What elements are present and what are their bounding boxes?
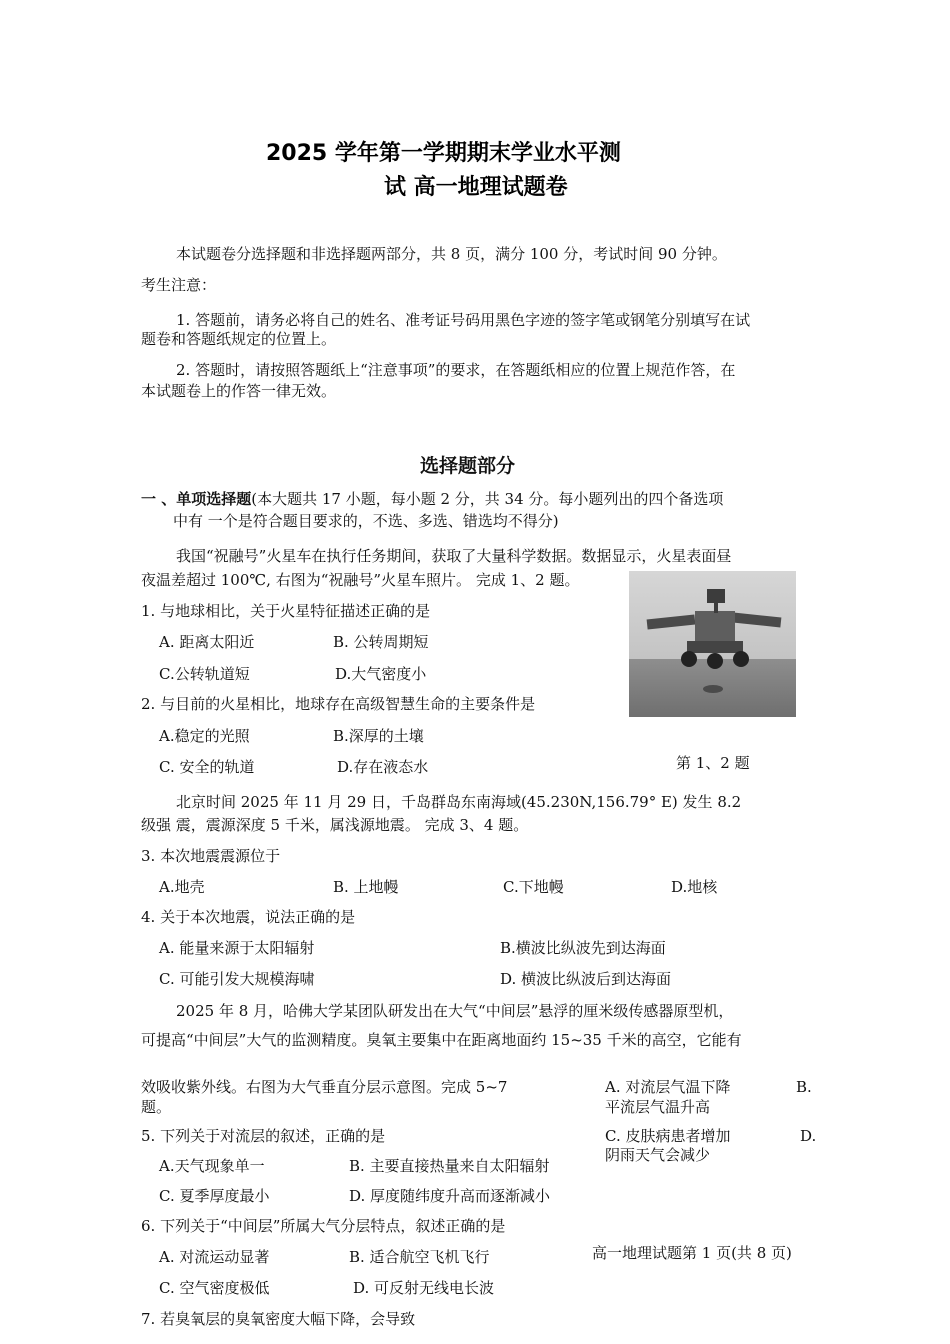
notice-item-2-line2: 本试题卷上的作答一律无效。 [141,382,337,400]
q2-option-a: A.稳定的光照 [159,727,250,745]
q3-option-a: A.地壳 [159,878,205,896]
q6-option-d: D. 可反射无线电长波 [353,1279,495,1297]
q1-option-c: C.公转轨道短 [159,665,250,683]
section-heading-line1 [141,489,723,509]
q1-option-b: B. 公转周期短 [333,633,429,651]
q2-option-b: B.深厚的土壤 [333,727,424,745]
section-heading-bold: 一 、单项选择题 [141,490,252,508]
q4-option-b: B.横波比纵波先到达海面 [500,939,666,957]
q5-option-b: B. 主要直接热量来自太阳辐射 [349,1157,550,1175]
figure1-caption: 第 1、2 题 [676,754,750,772]
q3-option-d: D.地核 [671,878,718,896]
q2-stem: 2. 与目前的火星相比，地球存在高级智慧生命的主要条件是 [141,695,536,713]
q5-option-c: C. 夏季厚度最小 [159,1187,270,1205]
notice-item-1-line2: 题卷和答题纸规定的位置上。 [141,330,337,348]
page-title-line1: 2025 学年第一学期期末学业水平测 [266,141,621,166]
notice-label: 考生注意： [141,276,217,294]
q1-option-d: D.大气密度小 [335,665,427,683]
passage2-line1: 北京时间 2025 年 11 月 29 日，千岛群岛东南海域(45.230N,156.79° E) 发生 8.2 [176,793,742,811]
page-footer: 高一地理试题第 1 页(共 8 页) [592,1244,792,1262]
q4-stem: 4. 关于本次地震，说法正确的是 [141,908,356,926]
q7-option-a: A. 对流层气温下降 [605,1078,731,1096]
q6-option-a: A. 对流运动显著 [159,1248,270,1266]
q7-option-b-text: 平流层气温升高 [605,1098,711,1116]
intro-paragraph: 本试题卷分选择题和非选择题两部分，共 8 页，满分 100 分，考试时间 90 分钟。 [176,245,727,263]
rover-drawing [629,571,796,717]
passage3-line3a: 效吸收紫外线。右图为大气垂直分层示意图。完成 5~7 [141,1078,508,1096]
q6-stem: 6. 下列关于“中间层”所属大气分层特点，叙述正确的是 [141,1217,506,1235]
passage3-line1: 2025 年 8 月，哈佛大学某团队研发出在大气“中间层”悬浮的厘米级传感器原型机， [176,1002,734,1020]
passage3-line2: 可提高“中间层”大气的监测精度。臭氧主要集中在距离地面约 15~35 千米的高空，它能有 [141,1031,742,1049]
q5-option-d: D. 厚度随纬度升高而逐渐减小 [349,1187,551,1205]
passage2-line2: 级强 震，震源深度 5 千米，属浅源地震。 完成 3、4 题。 [141,816,529,834]
q7-option-d-label: D. [800,1127,817,1145]
q1-stem: 1. 与地球相比，关于火星特征描述正确的是 [141,602,431,620]
q3-option-b: B. 上地幔 [333,878,399,896]
section-title: 选择题部分 [420,455,516,477]
q6-option-b: B. 适合航空飞机飞行 [349,1248,490,1266]
q6-option-c: C. 空气密度极低 [159,1279,270,1297]
q7-stem: 7. 若臭氧层的臭氧密度大幅下降，会导致 [141,1310,416,1328]
notice-item-2-line1: 2. 答题时，请按照答题纸上“注意事项”的要求，在答题纸相应的位置上规范作答，在 [176,361,736,379]
q3-stem: 3. 本次地震震源位于 [141,847,281,865]
q2-option-d: D.存在液态水 [337,758,429,776]
mars-rover-photo [629,571,796,717]
q7-option-d-text: 阴雨天气会减少 [605,1146,711,1164]
q4-option-a: A. 能量来源于太阳辐射 [159,939,315,957]
q4-option-c: C. 可能引发大规模海啸 [159,970,315,988]
section-heading-rest: (本大题共 17 小题，每小题 2 分，共 34 分。每小题列出的四个备选项 [251,490,724,508]
page-title-line2: 试 高一地理试题卷 [384,175,568,200]
q7-option-b-label: B. [796,1078,812,1096]
passage1-line2: 夜温差超过 100℃, 右图为“祝融号”火星车照片。 完成 1、2 题。 [141,571,580,589]
q3-option-c: C.下地幔 [503,878,564,896]
q4-option-d: D. 横波比纵波后到达海面 [500,970,672,988]
q2-option-c: C. 安全的轨道 [159,758,255,776]
q5-stem: 5. 下列关于对流层的叙述，正确的是 [141,1127,386,1145]
passage1-line1: 我国“祝融号”火星车在执行任务期间，获取了大量科学数据。数据显示，火星表面昼 [176,547,732,565]
q7-option-c: C. 皮肤病患者增加 [605,1127,731,1145]
notice-item-1-line1: 1. 答题前，请务必将自己的姓名、准考证号码用黑色字迹的签字笔或钢笔分别填写在试 [176,311,751,329]
section-heading-line2: 中有 一个是符合题目要求的，不选、多选、错选均不得分) [173,512,559,530]
passage3-line3b: 题。 [141,1098,172,1116]
q1-option-a: A. 距离太阳近 [159,633,255,651]
q5-option-a: A.天气现象单一 [159,1157,265,1175]
